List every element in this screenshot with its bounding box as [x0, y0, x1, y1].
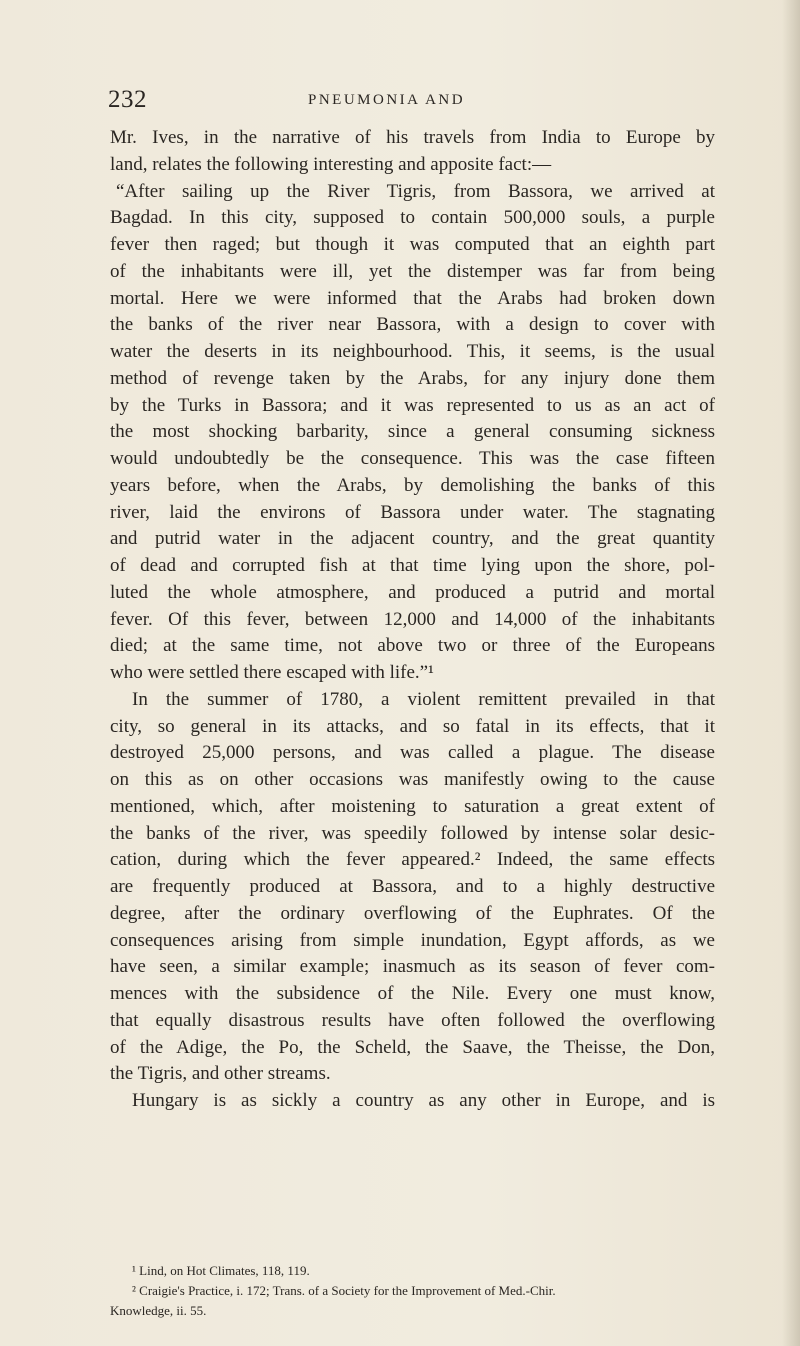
text-line: of the Adige, the Po, the Scheld, the Saave, the Theisse, the Don,: [110, 1036, 715, 1058]
body-text: [110, 125, 715, 1115]
text-line: have seen, a similar example; inasmuch as its season of fever com-: [110, 956, 715, 978]
text-line: land, relates the following interesting and apposite fact:—: [110, 153, 552, 175]
text-line: water the deserts in its neighbourhood. This, it seems, is the usual: [110, 341, 715, 362]
text-line: of dead and corrupted fish at that time lying upon the shore, pol-: [110, 555, 715, 576]
text-line: “After sailing up the River Tigris, from Bassora, we arrived at: [116, 180, 715, 202]
text-line: who were settled there escaped with life.”¹: [110, 662, 434, 683]
text-line: Mr. Ives, in the narrative of his travels from India to Europe by: [110, 127, 715, 148]
text-line: fever then raged; but though it was computed that an eighth part: [110, 234, 715, 255]
text-line: by the Turks in Bassora; and it was represented to us as an act of: [110, 394, 715, 416]
text-line: the most shocking barbarity, since a general consuming sickness: [110, 421, 715, 443]
text-line: the banks of the river, was speedily followed by intense solar desic-: [110, 822, 715, 844]
text-line: consequences arising from simple inundation, Egypt affords, as we: [110, 929, 715, 951]
text-line: that equally disastrous results have often followed the overflowing: [110, 1009, 715, 1031]
text-line: years before, when the Arabs, by demolishing the banks of this: [110, 474, 715, 496]
text-line: degree, after the ordinary overflowing of the Euphrates. Of the: [110, 902, 715, 924]
text-line: cation, during which the fever appeared.² Indeed, the same effects: [110, 849, 715, 871]
text-line: destroyed 25,000 persons, and was called a plague. The disease: [110, 742, 715, 764]
text-line: died; at the same time, not above two or three of the Europeans: [110, 635, 715, 657]
text-line: mortal. Here we were informed that the Arabs had broken down: [110, 287, 715, 309]
text-line: mences with the subsidence of the Nile. Every one must know,: [110, 983, 715, 1004]
page-edge-shadow: [782, 0, 800, 1346]
page-number: 232: [108, 86, 147, 113]
running-head: PNEUMONIA AND: [308, 92, 466, 108]
footnote: ² Craigie's Practice, i. 172; Trans. of a Society for the Improvement of Med.-Chir.: [132, 1283, 556, 1298]
footnotes: [110, 1261, 715, 1321]
text-line: river, laid the environs of Bassora under water. The stagnating: [110, 501, 715, 523]
text-line: are frequently produced at Bassora, and to a highly destructive: [110, 876, 715, 897]
text-line: mentioned, which, after moistening to saturation a great extent of: [110, 795, 715, 817]
text-line: on this as on other occasions was manifestly owing to the cause: [110, 769, 715, 790]
text-line: Hungary is as sickly a country as any other in Europe, and is: [132, 1090, 715, 1111]
text-line: would undoubtedly be the consequence. This was the case fifteen: [110, 448, 715, 469]
text-line: city, so general in its attacks, and so fatal in its effects, that it: [110, 715, 715, 737]
page-header: [108, 86, 714, 116]
footnote: ¹ Lind, on Hot Climates, 118, 119.: [132, 1263, 310, 1278]
text-line: Bagdad. In this city, supposed to contain 500,000 souls, a purple: [110, 207, 715, 229]
text-line: method of revenge taken by the Arabs, for any injury done them: [110, 367, 715, 389]
text-line: fever. Of this fever, between 12,000 and 14,000 of the inhabitants: [110, 608, 715, 630]
text-line: and putrid water in the adjacent country, and the great quantity: [110, 528, 715, 550]
text-line: the Tigris, and other streams.: [110, 1063, 331, 1085]
text-line: In the summer of 1780, a violent remittent prevailed in that: [132, 688, 715, 710]
text-line: of the inhabitants were ill, yet the distemper was far from being: [110, 260, 715, 282]
text-line: the banks of the river near Bassora, with a design to cover with: [110, 314, 715, 336]
footnote: Knowledge, ii. 55.: [110, 1303, 207, 1318]
text-line: luted the whole atmosphere, and produced a putrid and mortal: [110, 581, 715, 603]
